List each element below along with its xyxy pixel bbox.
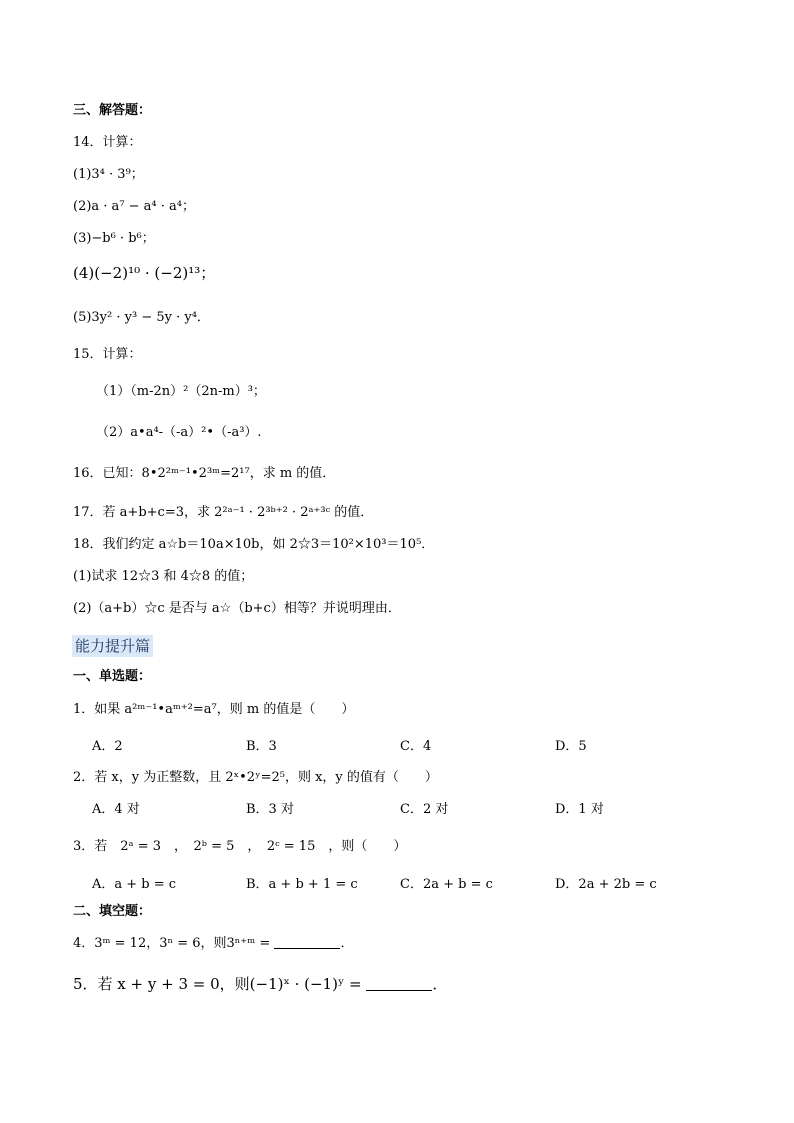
choice2-option-a: A．4 对 [92, 802, 140, 817]
choice2-option-d: D．1 对 [555, 802, 604, 817]
fill4-answer-blank[interactable] [274, 936, 340, 949]
fill5-answer-blank[interactable] [366, 978, 432, 991]
q14-part2: (2)a · a⁷ − a⁴ · a⁴； [73, 199, 196, 214]
q14-part5: (5)3y² · y³ − 5y · y⁴． [73, 310, 210, 325]
choice1-option-d: D．5 [555, 739, 587, 754]
choice3-option-c: C．2a + b = c [400, 877, 493, 892]
fill5-end: ． [432, 975, 448, 993]
choice3-stem: 3．若 2ᵃ = 3 ， 2ᵇ = 5 ， 2ᶜ = 15 ，则（ ） [73, 839, 407, 854]
choice2-stem: 2．若 x，y 为正整数，且 2ˣ•2ʸ=2⁵，则 x，y 的值有（ ） [73, 770, 438, 785]
choice3-option-a: A．a + b = c [92, 877, 177, 892]
q15-part2: （2）a•a⁴-（-a）²•（-a³）. [96, 425, 262, 440]
choice3-option-d: D．2a + 2b = c [555, 877, 657, 892]
q18-stem: 18．我们约定 a☆b＝10a×10b，如 2☆3＝10²×10³＝10⁵． [73, 537, 435, 552]
q14-part1: (1)3⁴ · 3⁹； [73, 167, 144, 182]
q15-stem: 15．计算： [73, 347, 142, 362]
q14-part3: (3)−b⁶ · b⁶； [73, 231, 155, 246]
q18-part1: (1)试求 12☆3 和 4☆8 的值； [73, 569, 254, 584]
section-title-answer: 三、解答题： [73, 103, 152, 118]
choice2-option-b: B．3 对 [246, 802, 294, 817]
q15-part1: （1）（m-2n）²（2n-m）³； [96, 384, 266, 399]
choice3-option-b: B．a + b + 1 = c [246, 877, 358, 892]
q18-part2: (2)（a+b）☆c 是否与 a☆（b+c）相等？并说明理由． [73, 601, 401, 616]
fill5-stem: 5．若 x + y + 3 = 0，则(−1)ˣ · (−1)ʸ = [73, 975, 362, 993]
q16: 16．已知：8•2²ᵐ⁻¹•2³ᵐ=2¹⁷，求 m 的值． [73, 466, 336, 481]
fill4 [73, 936, 353, 952]
choice1-option-c: C．4 [400, 739, 432, 754]
fill5 [73, 976, 447, 992]
fill4-end: ． [340, 936, 354, 951]
choice1-option-a: A．2 [92, 739, 123, 754]
section-title-single-choice: 一、单选题： [73, 669, 152, 684]
fill4-stem: 4．3ᵐ = 12，3ⁿ = 6，则3ⁿ⁺ᵐ = [73, 936, 271, 951]
choice2-option-c: C．2 对 [400, 802, 449, 817]
section-title-fill-blank: 二、填空题： [73, 904, 152, 919]
choice1-option-b: B．3 [246, 739, 277, 754]
section-banner-ability: 能力提升篇 [72, 635, 153, 657]
q14-part4: (4)(−2)¹⁰ · (−2)¹³； [73, 264, 216, 282]
q17: 17．若 a+b+c=3，求 2²ᵃ⁻¹ · 2³ᵇ⁺² · 2ᵃ⁺³ᶜ 的值． [73, 505, 374, 520]
q14-stem: 14．计算： [73, 135, 142, 150]
choice1-stem: 1．如果 a²ᵐ⁻¹•aᵐ⁺²=a⁷，则 m 的值是（ ） [73, 702, 355, 717]
